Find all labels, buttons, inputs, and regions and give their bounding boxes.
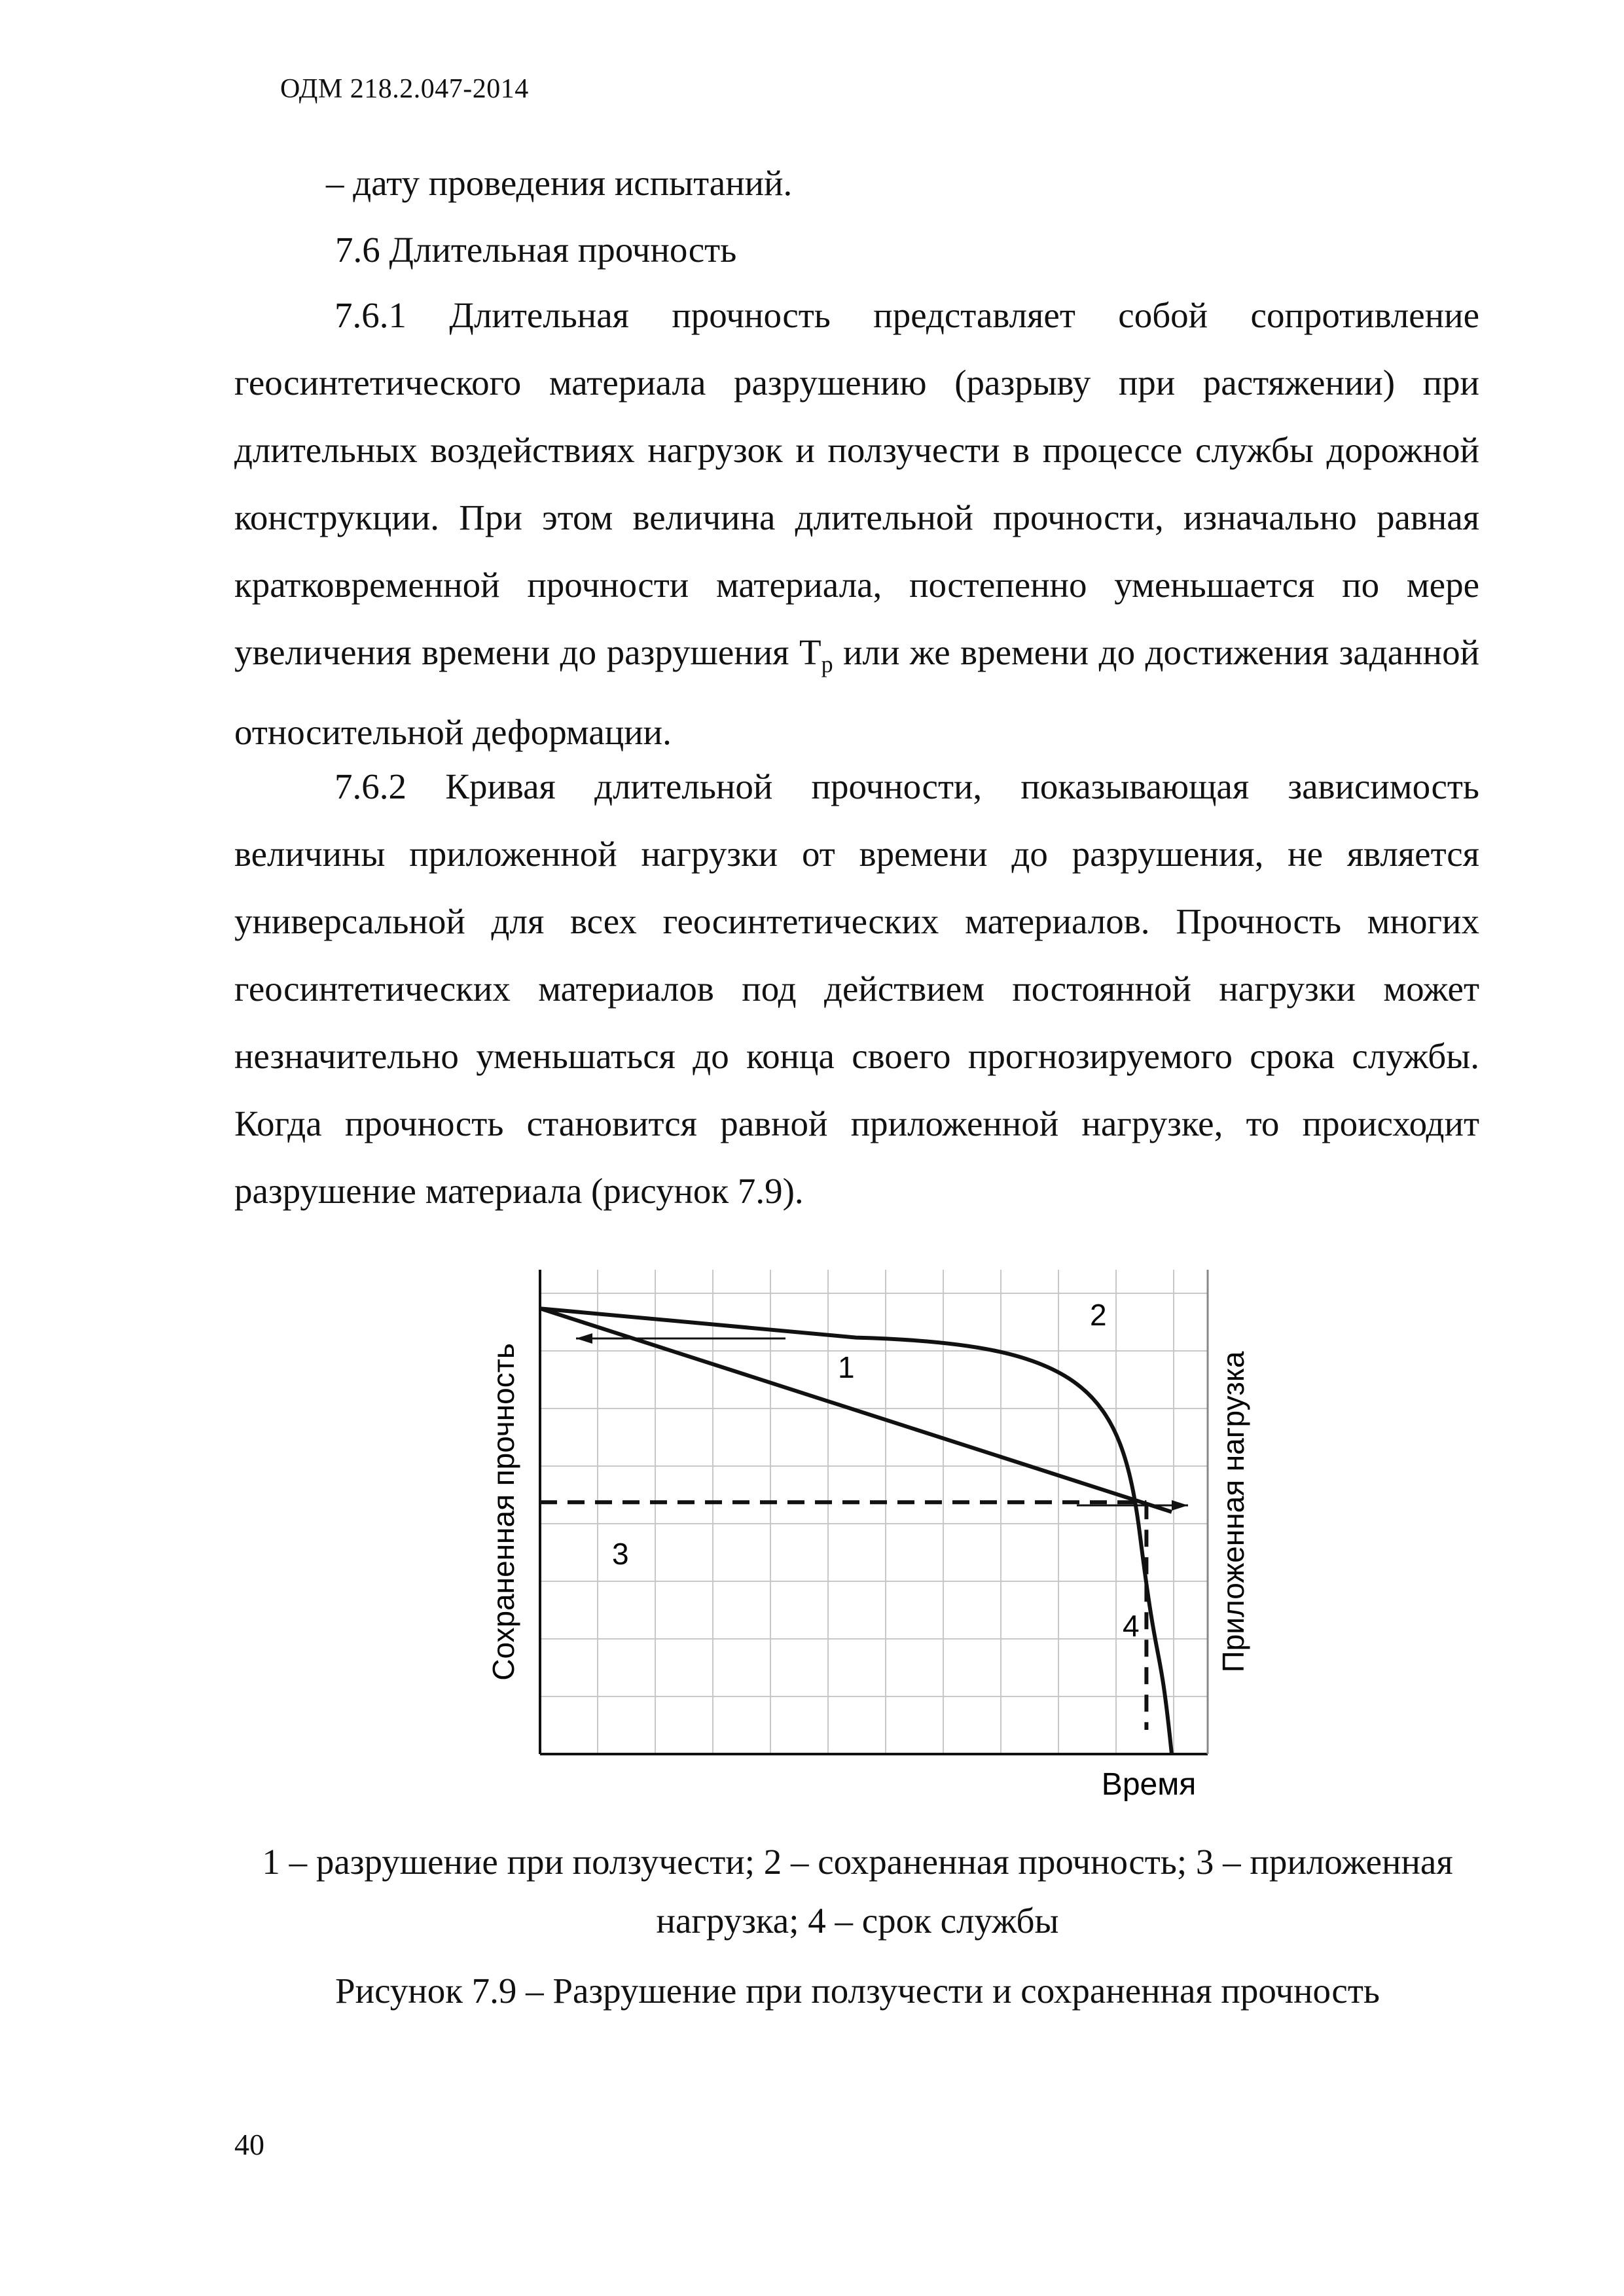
series-2-line — [540, 1308, 1172, 1754]
creep-strength-figure — [458, 1230, 1283, 1806]
x-axis-label: Время — [1101, 1767, 1197, 1802]
y-axis-left-label: Сохраненная прочность — [486, 1343, 520, 1681]
series-label-1: 1 — [838, 1350, 855, 1384]
page-number: 40 — [234, 2128, 264, 2161]
series-label-2: 2 — [1090, 1298, 1107, 1332]
y-axis-right-label: Приложенная нагрузка — [1216, 1351, 1250, 1673]
left-arrow-head — [576, 1333, 592, 1344]
chart — [458, 1230, 1283, 1806]
paragraph-7-6-1: 7.6.1 Длительная прочность представляет собой сопротивление геосинтетического материала разрушению (разрыву при растяжении) при длительных воздействиях нагрузок и ползучести в процессе службы дорожной конструкции. При этом величина длительной прочности, изначально равная кратковременной прочности материала, постепенно уменьшается по мере увеличения времени до разрушения $Т_р$ или же времени до достижения заданной относительной деформации. — [234, 295, 1479, 752]
section-heading: 7.6 Длительная прочность — [335, 230, 737, 270]
figure-legend: 1 – разрушение при ползучести; 2 – сохраненная прочность; 3 – приложенная нагрузка; 4 – срок службы — [262, 1842, 1453, 1941]
document-code: ОДМ 218.2.047-2014 — [280, 74, 529, 104]
list-item: – дату проведения испытаний. — [326, 163, 793, 203]
figure-title: Рисунок 7.9 – Разрушение при ползучести и сохраненная прочность — [335, 1971, 1380, 2011]
chart-series — [540, 1308, 1172, 1754]
right-arrow-head — [1172, 1500, 1188, 1511]
series-label-4: 4 — [1123, 1609, 1140, 1643]
series-label-3: 3 — [612, 1537, 629, 1571]
paragraph-7-6-2: 7.6.2 Кривая длительной прочности, показывающая зависимость величины приложенной нагрузки от времени до разрушения, не является универсальной для всех геосинтетических материалов. Прочность многих геосинтетических материалов под действием постоянной нагрузки может незначительно уменьшаться до конца своего прогнозируемого срока службы. Когда прочность становится равной приложенной нагрузке, то происходит разрушение материала (рисунок 7.9). — [234, 766, 1479, 1211]
